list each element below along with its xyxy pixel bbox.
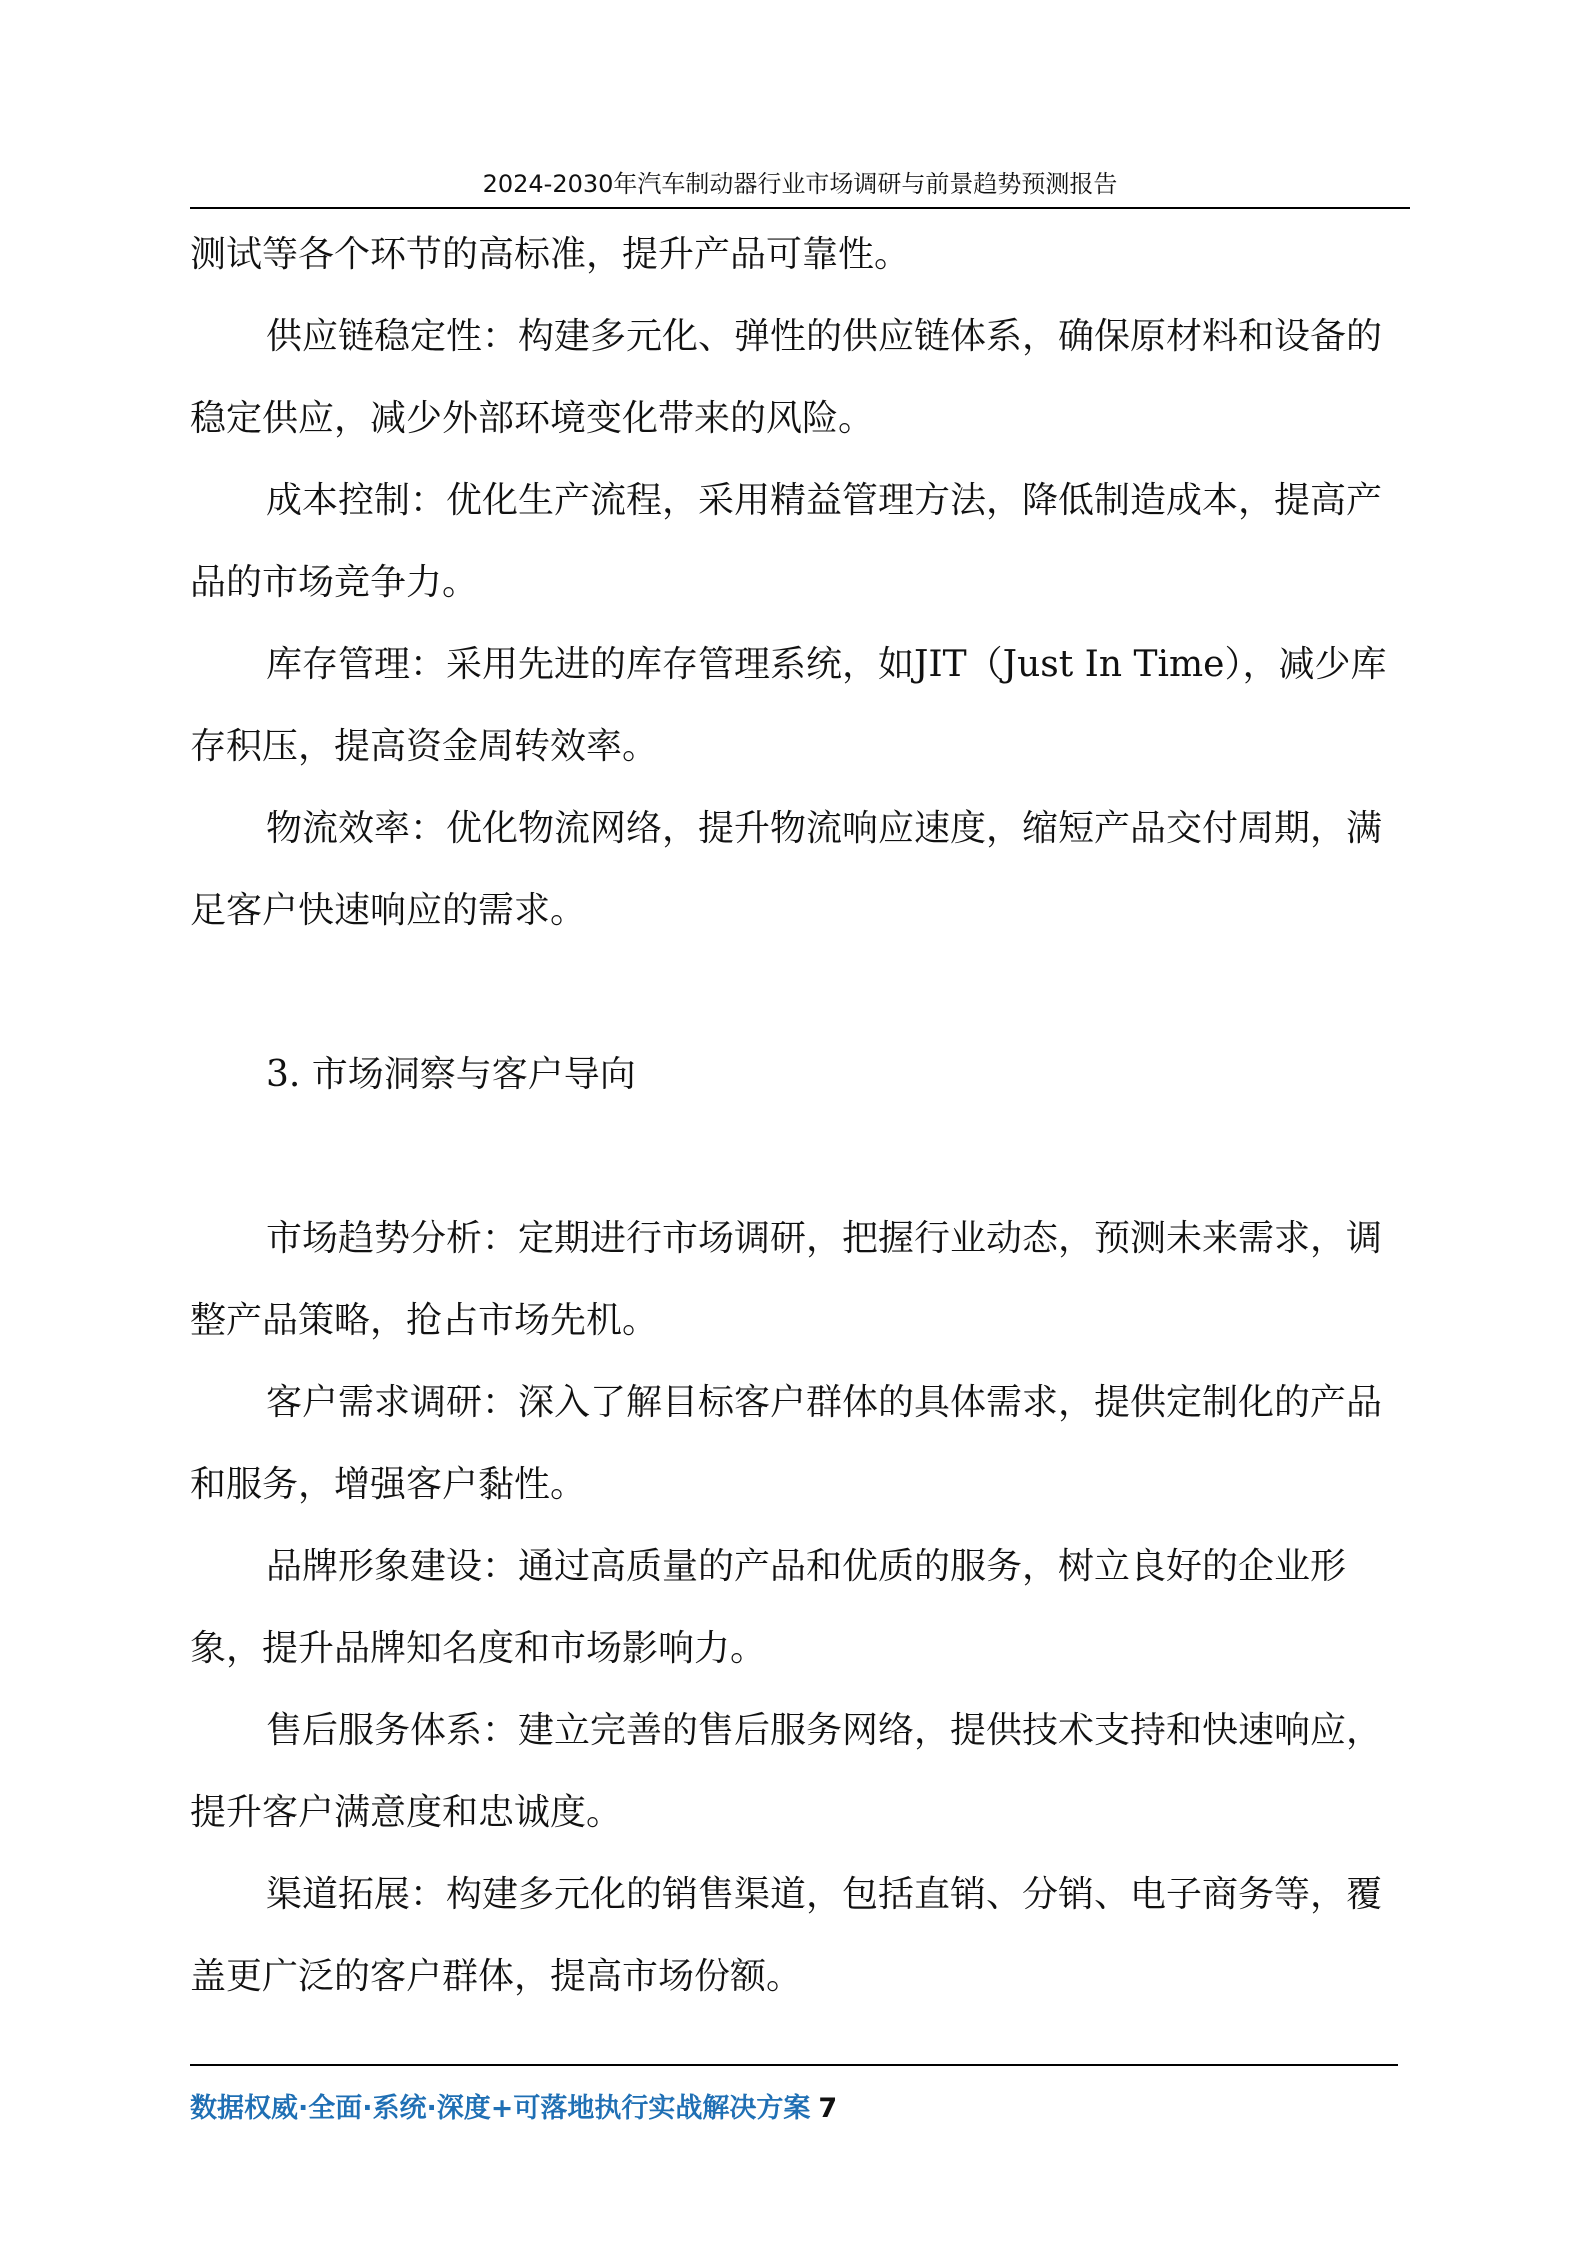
page-footer: [190, 2086, 837, 2125]
paragraph-logistics: 物流效率：优化物流网络，提升物流响应速度，缩短产品交付周期，满足客户快速响应的需求。: [190, 808, 1383, 931]
page-number: 7: [818, 2093, 838, 2124]
paragraph-supply-chain: 供应链稳定性：构建多元化、弹性的供应链体系，确保原材料和设备的稳定供应，减少外部环境变化带来的风险。: [190, 316, 1383, 439]
paragraph-after-sales: 售后服务体系：建立完善的售后服务网络，提供技术支持和快速响应，提升客户满意度和忠诚度。: [190, 1710, 1383, 1833]
paragraph-inventory: 库存管理：采用先进的库存管理系统，如JIT（Just In Time），减少库存积压，提高资金周转效率。: [190, 644, 1387, 767]
page-body: [190, 214, 1410, 2018]
spacer: [190, 1116, 1410, 1198]
paragraph-channels: 渠道拓展：构建多元化的销售渠道，包括直销、分销、电子商务等，覆盖更广泛的客户群体，提高市场份额。: [190, 1874, 1383, 1997]
paragraph-market-trend: 市场趋势分析：定期进行市场调研，把握行业动态，预测未来需求，调整产品策略，抢占市场先机。: [190, 1218, 1383, 1341]
continuation-paragraph: 测试等各个环节的高标准，提升产品可靠性。: [190, 234, 911, 275]
section-heading: 3. 市场洞察与客户导向: [266, 1054, 636, 1095]
spacer: [190, 952, 1410, 1034]
header-divider: [190, 207, 1410, 209]
paragraph-cost-control: 成本控制：优化生产流程，采用精益管理方法，降低制造成本，提高产品的市场竞争力。: [190, 480, 1383, 603]
paragraph-brand-image: 品牌形象建设：通过高质量的产品和优质的服务，树立良好的企业形象，提升品牌知名度和市场影响力。: [190, 1546, 1347, 1669]
footer-slogan: 数据权威·全面·系统·深度+可落地执行实战解决方案: [190, 2093, 811, 2124]
page-header-title: 2024-2030年汽车制动器行业市场调研与前景趋势预测报告: [482, 170, 1118, 198]
paragraph-customer-needs: 客户需求调研：深入了解目标客户群体的具体需求，提供定制化的产品和服务，增强客户黏性。: [190, 1382, 1383, 1505]
footer-divider: [190, 2064, 1398, 2066]
